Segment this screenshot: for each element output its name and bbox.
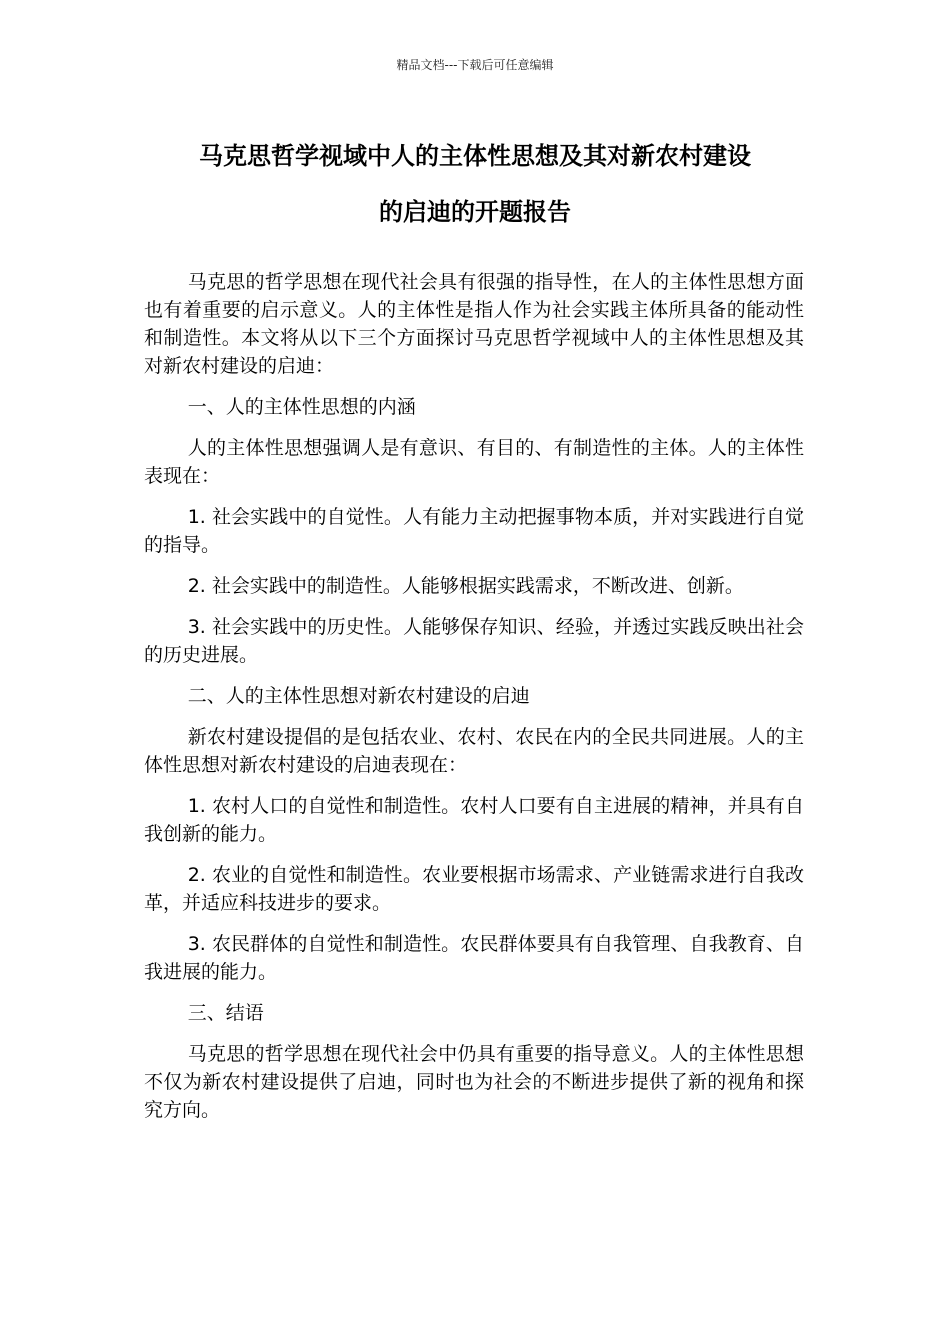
section-heading-1: 一、人的主体性思想的内涵 (187, 396, 416, 418)
paragraph: 新农村建设提倡的是包括农业、农村、农民在内的全民共同进展。人的主体性思想对新农村建设的启迪表现在： (144, 726, 804, 776)
intro-paragraph: 马克思的哲学思想在现代社会具有很强的指导性，在人的主体性思想方面也有着重要的启示意义。人的主体性是指人作为社会实践主体所具备的能动性和制造性。本文将从以下三个方面探讨马克思哲学视域中人的主体性思想及其对新农村建设的启迪： (144, 271, 804, 377)
section-heading-3: 三、结语 (187, 1002, 264, 1024)
document-body (144, 268, 804, 1137)
title-line-2: 的启迪的开题报告 (379, 198, 571, 226)
list-item: 2. 社会实践中的制造性。人能够根据实践需求，不断改进、创新。 (187, 575, 744, 597)
paragraph: 人的主体性思想强调人是有意识、有目的、有制造性的主体。人的主体性表现在： (144, 437, 804, 487)
list-item: 3. 农民群体的自觉性和制造性。农民群体要具有自我管理、自我教育、自我进展的能力。 (144, 933, 804, 983)
section-heading-2: 二、人的主体性思想对新农村建设的启迪 (187, 685, 530, 707)
conclusion-paragraph: 马克思的哲学思想在现代社会中仍具有重要的指导意义。人的主体性思想不仅为新农村建设提供了启迪，同时也为社会的不断进步提供了新的视角和探究方向。 (144, 1043, 804, 1121)
list-item: 1. 社会实践中的自觉性。人有能力主动把握事物本质，并对实践进行自觉的指导。 (144, 506, 804, 556)
title-line-1: 马克思哲学视域中人的主体性思想及其对新农村建设 (199, 142, 751, 170)
list-item: 2. 农业的自觉性和制造性。农业要根据市场需求、产业链需求进行自我改革，并适应科技进步的要求。 (144, 864, 804, 914)
page-title (140, 128, 810, 240)
list-item: 3. 社会实践中的历史性。人能够保存知识、经验，并透过实践反映出社会的历史进展。 (144, 616, 804, 666)
header-watermark: 精品文档---下载后可任意编辑 (396, 58, 554, 72)
list-item: 1. 农村人口的自觉性和制造性。农村人口要有自主进展的精神，并具有自我创新的能力。 (144, 795, 804, 845)
